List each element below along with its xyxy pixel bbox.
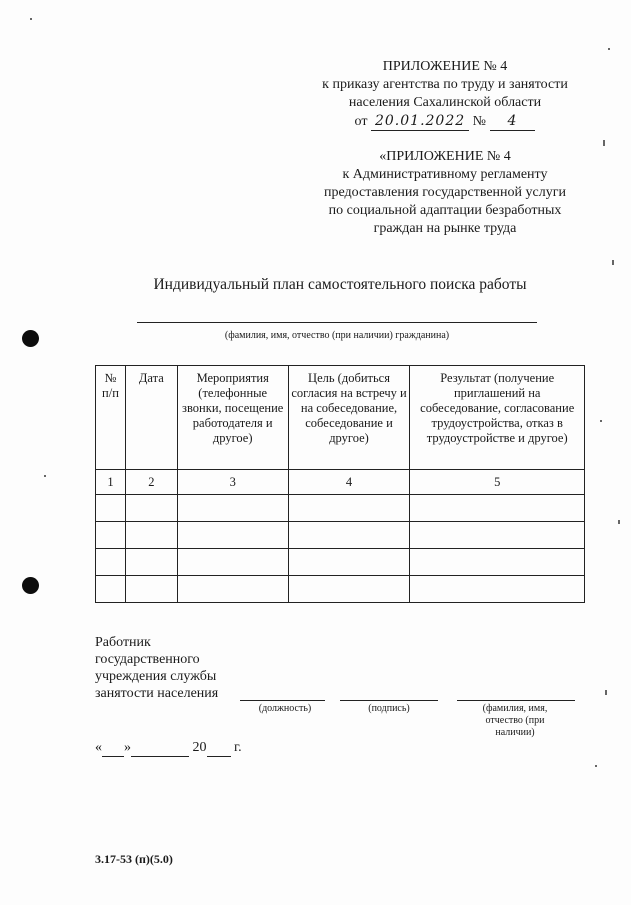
worker-label-line: занятости населения — [95, 686, 219, 701]
name-caption: (фамилия, имя, отчество (при наличии) — [482, 703, 548, 738]
scan-speck — [612, 260, 614, 265]
date-open-quote: « — [95, 740, 102, 755]
month-blank — [131, 740, 189, 757]
column-number: 5 — [410, 470, 585, 495]
year-prefix: 20 — [192, 740, 207, 755]
header-cell-date: Дата — [125, 366, 177, 470]
table-cell — [288, 576, 410, 603]
date-template — [95, 740, 242, 757]
handwritten-number: 4 — [490, 112, 536, 131]
handwritten-date: 20.01.2022 — [371, 112, 469, 131]
year-blank — [207, 740, 231, 757]
year-suffix: г. — [234, 740, 242, 755]
table-cell — [288, 549, 410, 576]
scan-speck — [44, 475, 46, 477]
table-cell — [177, 522, 288, 549]
column-number: 4 — [288, 470, 410, 495]
table-cell — [410, 549, 585, 576]
appendix-order-line: населения Сахалинской области — [348, 95, 542, 110]
table-cell — [410, 522, 585, 549]
appendix-regulation-block — [300, 148, 590, 238]
table-header-row — [96, 366, 585, 470]
table-cell — [125, 576, 177, 603]
job-search-plan-table — [95, 365, 585, 603]
table-cell — [177, 576, 288, 603]
column-number: 2 — [125, 470, 177, 495]
header-cell-goal: Цель (добиться согласия на встречу и на собеседование, собеседование и другое) — [288, 366, 410, 470]
scan-speck — [605, 690, 607, 695]
scan-speck — [595, 765, 597, 767]
table-cell — [410, 576, 585, 603]
header-cell-activities: Мероприятия (телефонные звонки, посещение работодателя и другое) — [177, 366, 288, 470]
form-code: 3.17-53 (п)(5.0) — [95, 852, 173, 866]
column-number: 3 — [177, 470, 288, 495]
table-row — [96, 549, 585, 576]
date-prefix: от — [354, 114, 368, 129]
table-row — [96, 495, 585, 522]
scan-speck — [603, 140, 605, 146]
scan-speck — [618, 520, 620, 524]
appendix-regulation-title: «ПРИЛОЖЕНИЕ № 4 — [379, 149, 511, 164]
number-prefix: № — [472, 114, 487, 129]
appendix-regulation-line: по социальной адаптации безработных — [328, 203, 562, 218]
table-cell — [177, 549, 288, 576]
punch-hole-bottom — [22, 577, 39, 594]
table-cell — [96, 576, 126, 603]
table-cell — [96, 495, 126, 522]
table-cell — [96, 549, 126, 576]
table-cell — [125, 549, 177, 576]
signature-line — [340, 700, 438, 701]
table-cell — [125, 495, 177, 522]
table-cell — [288, 495, 410, 522]
signature-caption: (подпись) — [368, 703, 410, 714]
table-cell — [288, 522, 410, 549]
document-title: Индивидуальный план самостоятельного поиска работы — [153, 276, 527, 293]
appendix-order-date-row — [300, 112, 590, 131]
table-row — [96, 522, 585, 549]
fio-underline — [137, 322, 537, 323]
worker-label-line: Работник — [95, 635, 151, 650]
appendix-regulation-line: предоставления государственной услуги — [324, 185, 566, 200]
appendix-order-block — [300, 58, 590, 131]
name-signature-line — [457, 700, 575, 701]
scan-speck — [608, 48, 610, 50]
column-number-row — [96, 470, 585, 495]
table-cell — [125, 522, 177, 549]
table-cell — [177, 495, 288, 522]
column-number: 1 — [96, 470, 126, 495]
punch-hole-top — [22, 330, 39, 347]
scan-speck — [600, 420, 602, 422]
day-blank — [102, 740, 124, 757]
appendix-regulation-line: к Административному регламенту — [342, 167, 548, 182]
worker-label-line: учреждения службы — [95, 669, 217, 684]
table-row — [96, 576, 585, 603]
fio-caption: (фамилия, имя, отчество (при наличии) гражданина) — [224, 330, 450, 341]
table-cell — [410, 495, 585, 522]
table-cell — [96, 522, 126, 549]
date-close-quote: » — [124, 740, 131, 755]
worker-label-line: государственного — [95, 652, 200, 667]
appendix-order-line: к приказу агентства по труду и занятости — [322, 77, 568, 92]
appendix-regulation-line: граждан на рынке труда — [373, 221, 517, 236]
scan-speck — [30, 18, 32, 20]
worker-label — [95, 634, 218, 702]
header-cell-number: № п/п — [96, 366, 126, 470]
position-signature-line — [240, 700, 325, 701]
header-cell-result: Результат (получение приглашений на собеседование, согласование трудоустройства, отказ в трудоустройстве и другое) — [410, 366, 585, 470]
position-caption: (должность) — [258, 703, 312, 714]
appendix-order-title: ПРИЛОЖЕНИЕ № 4 — [382, 59, 508, 74]
